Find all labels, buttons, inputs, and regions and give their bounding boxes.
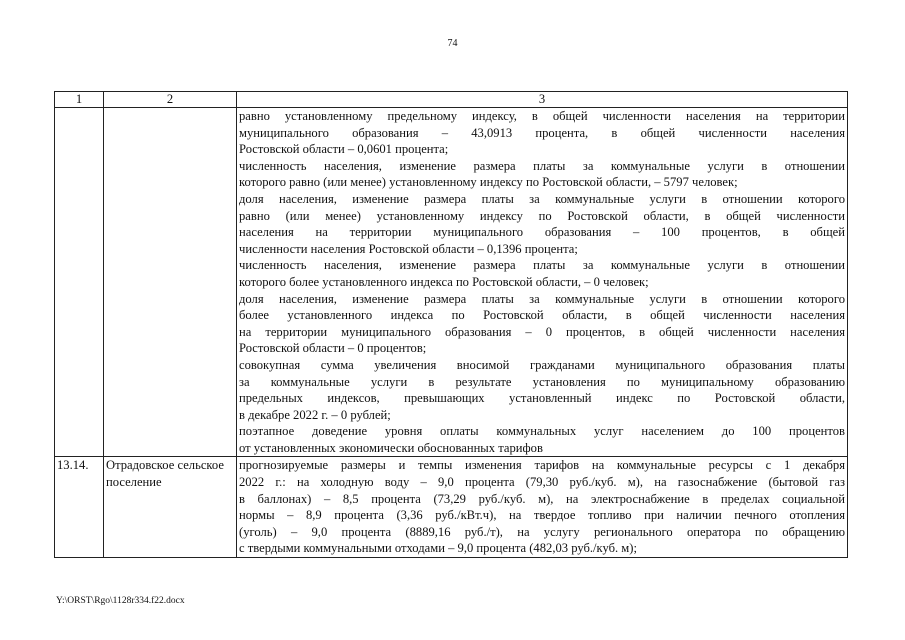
text-line: Ростовской области – 0 процентов;: [239, 341, 427, 356]
table-row: [55, 457, 848, 558]
header-col-1: 1: [55, 92, 104, 108]
text-line: численность населения, изменение размера платы за коммунальные услуги в отношении: [239, 158, 845, 173]
text-line: поэтапное доведение уровня оплаты коммунальных услуг населением до 100 процентов: [239, 424, 845, 439]
text-line: численности населения Ростовской области – 0,1396 процента;: [239, 241, 578, 256]
text-line: муниципального образования – 43,0913 процента, в общей численности населения: [239, 125, 845, 140]
text-line: нормы – 8,9 процента (3,36 руб./кВт.ч), на твердое топливо при наличии печного отопления: [239, 508, 845, 523]
text-line: с твердыми коммунальными отходами – 9,0 процента (482,03 руб./куб. м);: [239, 541, 637, 556]
row-municipality: Отрадовское сельское поселение: [104, 457, 237, 558]
document-table: [54, 91, 848, 558]
text-line: доля населения, изменение размера платы за коммунальные услуги в отношении которого: [239, 191, 845, 206]
text-line: доля населения, изменение размера платы за коммунальные услуги в отношении которого: [239, 291, 845, 306]
text-line: совокупная сумма увеличения вносимой гражданами муниципального образования платы: [239, 357, 845, 372]
text-line: населения на территории муниципального образования – 100 процентов, в общей: [239, 225, 845, 240]
text-line: за коммунальные услуги в результате установления по муниципальному образованию: [239, 374, 845, 389]
text-line: которого равно (или менее) установленному индексу по Ростовской области, – 5797 человек;: [239, 175, 738, 190]
text-line: равно установленному предельному индексу, в общей численности населения на территории: [239, 109, 845, 123]
header-col-2: 2: [104, 92, 237, 108]
row-number: [55, 108, 104, 457]
row-text: [237, 457, 848, 558]
text-line: которого более установленного индекса по Ростовской области, – 0 человек;: [239, 274, 649, 289]
text-line: (уголь) – 9,0 процента (8889,16 руб./т), на услугу регионального оператора по обращению: [239, 524, 845, 539]
text-line: от установленных экономически обоснованных тарифов: [239, 440, 543, 455]
text-line: более установленного индекса по Ростовской области, в общей численности населения: [239, 308, 845, 323]
text-line: в баллонах) – 8,5 процента (73,29 руб./куб. м), на электроснабжение в пределах социальной: [239, 491, 845, 506]
text-line: в декабре 2022 г. – 0 рублей;: [239, 407, 391, 422]
table-row: [55, 108, 848, 457]
row-municipality: [104, 108, 237, 457]
header-col-3: 3: [237, 92, 848, 108]
text-line: предельных индексов, превышающих установленный индекс по Ростовской области,: [239, 391, 845, 406]
page-number: 74: [447, 38, 458, 49]
text-line: прогнозируемые размеры и темпы изменения тарифов на коммунальные ресурсы с 1 декабря: [239, 458, 845, 473]
row-text: [237, 108, 848, 457]
text-line: Ростовской области – 0,0601 процента;: [239, 142, 449, 157]
row-number: 13.14.: [55, 457, 104, 558]
footer-file-path: Y:\ORST\Rgo\1128r334.f22.docx: [56, 596, 185, 606]
text-line: на территории муниципального образования – 0 процентов, в общей численности населения: [239, 324, 845, 339]
text-line: численность населения, изменение размера платы за коммунальные услуги в отношении: [239, 258, 845, 273]
text-line: 2022 г.: на холодную воду – 9,0 процента (79,30 руб./куб. м), на газоснабжение (бытовой газ: [239, 475, 845, 490]
table-header-row: [55, 92, 848, 108]
text-line: равно (или менее) установленному индексу по Ростовской области, в общей численности: [239, 208, 845, 223]
